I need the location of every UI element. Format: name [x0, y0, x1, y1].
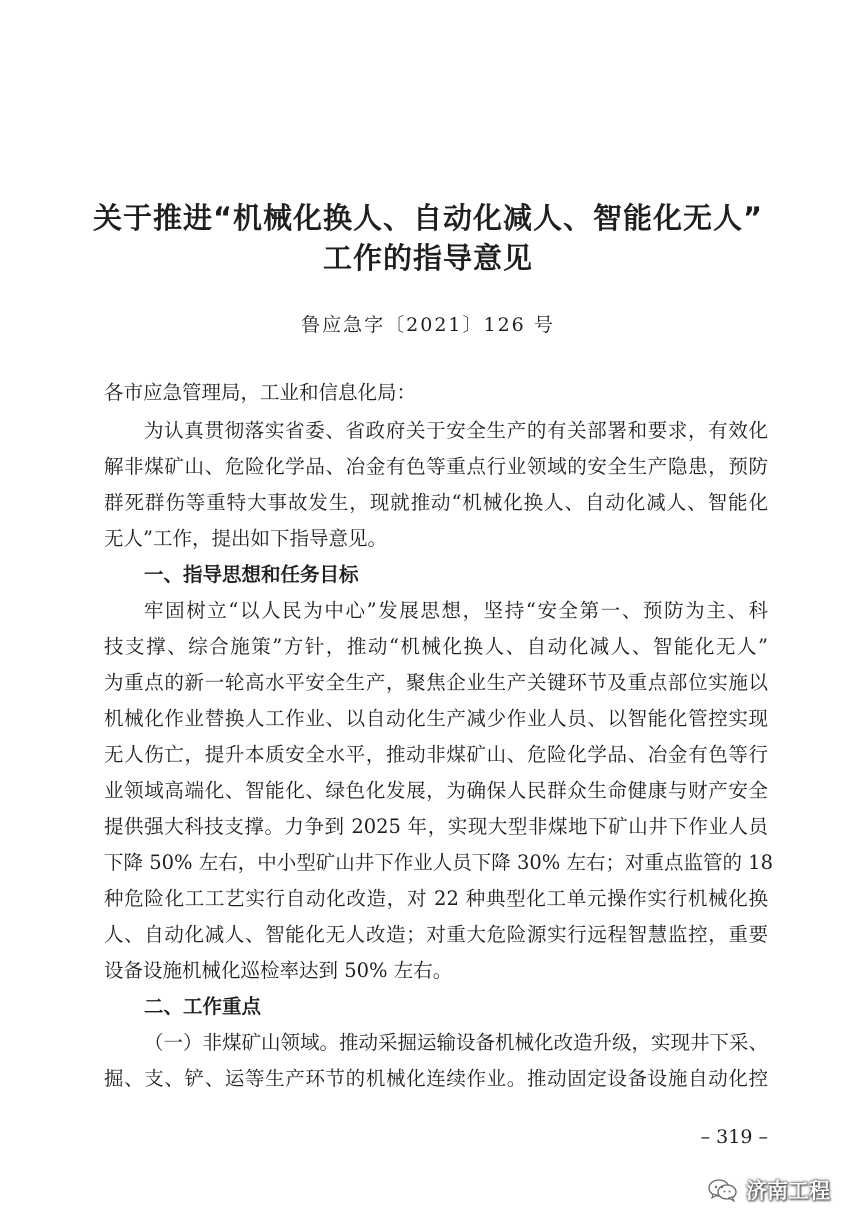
- paragraph-line: 群死群伤等重特大事故发生，现就推动“机械化换人、自动化减人、智能化: [104, 491, 768, 514]
- paragraph-line: 为认真贯彻落实省委、省政府关于安全生产的有关部署和要求，有效化: [144, 419, 768, 442]
- page-number: – 319 –: [700, 1126, 768, 1148]
- paragraph-line: 设备设施机械化巡检率达到 50% 左右。: [104, 959, 453, 982]
- document-title-line-2: 工作的指导意见: [322, 241, 533, 275]
- watermark: [708, 1172, 830, 1208]
- paragraph-line: 下降 50% 左右，中小型矿山井下作业人员下降 30% 左右；对重点监管的 18: [104, 851, 773, 874]
- paragraph-line: 掘、支、铲、运等生产环节的机械化连续作业。推动固定设备设施自动化控: [104, 1067, 768, 1090]
- paragraph-line: 种危险化工工艺实行自动化改造，对 22 种典型化工单元操作实行机械化换: [104, 887, 768, 910]
- paragraph-line: 无人”工作，提出如下指导意见。: [104, 527, 387, 550]
- section-heading-1: 一、指导思想和任务目标: [144, 563, 359, 586]
- paragraph-line: 人、自动化减人、智能化无人改造；对重大危险源实行远程智慧监控，重要: [104, 923, 768, 946]
- paragraph-line: （一）非煤矿山领域。推动采掘运输设备机械化改造升级，实现井下采、: [144, 1031, 769, 1054]
- paragraph-line: 提供强大科技支撑。力争到 2025 年，实现大型非煤地下矿山井下作业人员: [104, 815, 768, 838]
- paragraph-line: 技支撑、综合施策”方针，推动“机械化换人、自动化减人、智能化无人”: [104, 635, 768, 658]
- watermark-text: 济南工程: [746, 1179, 830, 1203]
- paragraph-line: 牢固树立“以人民为中心”发展思想，坚持“安全第一、预防为主、科: [144, 599, 768, 622]
- paragraph-line: 机械化作业替换人工作业、以自动化生产减少作业人员、以智能化管控实现: [104, 707, 768, 730]
- document-title-line-1: 关于推进“机械化换人、自动化减人、智能化无人”: [92, 201, 764, 235]
- wechat-icon: [708, 1178, 738, 1202]
- paragraph-line: 业领域高端化、智能化、绿色化发展，为确保人民群众生命健康与财产安全: [104, 779, 768, 802]
- paragraph-line: 为重点的新一轮高水平安全生产，聚焦企业生产关键环节及重点部位实施以: [104, 671, 768, 694]
- paragraph-line: 解非煤矿山、危险化学品、冶金有色等重点行业领域的安全生产隐患，预防: [104, 455, 768, 478]
- section-heading-2: 二、工作重点: [144, 995, 262, 1018]
- paragraph-line: 无人伤亡，提升本质安全水平，推动非煤矿山、危险化学品、冶金有色等行: [104, 743, 768, 766]
- salutation: 各市应急管理局，工业和信息化局：: [104, 381, 417, 404]
- document-number: 鲁应急字〔2021〕126 号: [301, 314, 555, 336]
